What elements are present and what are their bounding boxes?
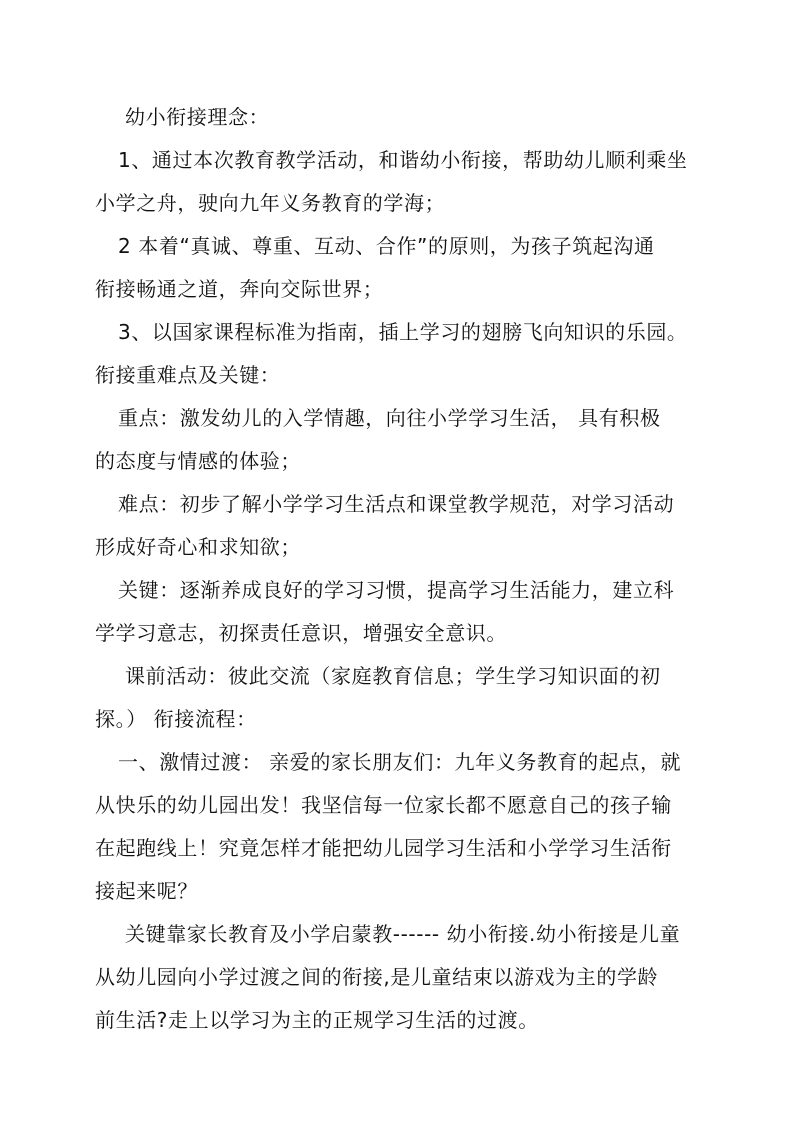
paragraph-line: 前生活?走上以学习为主的正规学习生活的过渡。 (95, 1008, 539, 1032)
paragraph-line: 重点：激发幼儿的入学情趣，向往小学学习生活， 具有积极 (118, 406, 661, 430)
paragraph-line: 形成好奇心和求知欲； (95, 535, 301, 559)
paragraph-line: 关键：逐渐养成良好的学习习惯，提高学习生活能力，建立科 (118, 578, 675, 602)
paragraph-line: 接起来呢？ (95, 879, 198, 903)
paragraph-line: 探。） 衔接流程： (95, 707, 257, 731)
paragraph-line: 1、通过本次教育教学活动，和谐幼小衔接，帮助幼儿顺利乘坐 (118, 148, 688, 172)
paragraph-line: 在起跑线上！究竟怎样才能把幼儿园学习生活和小学学习生活衔 (95, 836, 672, 860)
heading-key-points: 衔接重难点及关键： (95, 363, 281, 387)
paragraph-line: 3、以国家课程标准为指南，插上学习的翅膀飞向知识的乐园。 (118, 320, 688, 344)
paragraph-line: 难点：初步了解小学学习生活点和课堂教学规范，对学习活动 (118, 492, 675, 516)
heading-concept: 幼小衔接理念： (125, 105, 270, 129)
paragraph-line: 课前活动：彼此交流（家庭教育信息；学生学习知识面的初 (125, 664, 661, 688)
paragraph-line: 2 本着“真诚、尊重、互动、合作”的原则，为孩子筑起沟通 (118, 234, 655, 258)
paragraph-line: 衔接畅通之道，奔向交际世界； (95, 277, 384, 301)
paragraph-line: 从快乐的幼儿园出发！我坚信每一位家长都不愿意自己的孩子输 (95, 793, 672, 817)
paragraph-line: 小学之舟，驶向九年义务教育的学海； (95, 191, 446, 215)
paragraph-line: 关键靠家长教育及小学启蒙教------ 幼小衔接.幼小衔接是儿童 (125, 922, 681, 946)
paragraph-line: 一、激情过渡： 亲爱的家长朋友们：九年义务教育的起点，就 (118, 750, 682, 774)
paragraph-line: 学学习意志，初探责任意识，增强安全意识。 (95, 621, 507, 645)
paragraph-line: 从幼儿园向小学过渡之间的衔接,是儿童结束以游戏为主的学龄 (95, 965, 659, 989)
paragraph-line: 的态度与情感的体验； (95, 449, 301, 473)
